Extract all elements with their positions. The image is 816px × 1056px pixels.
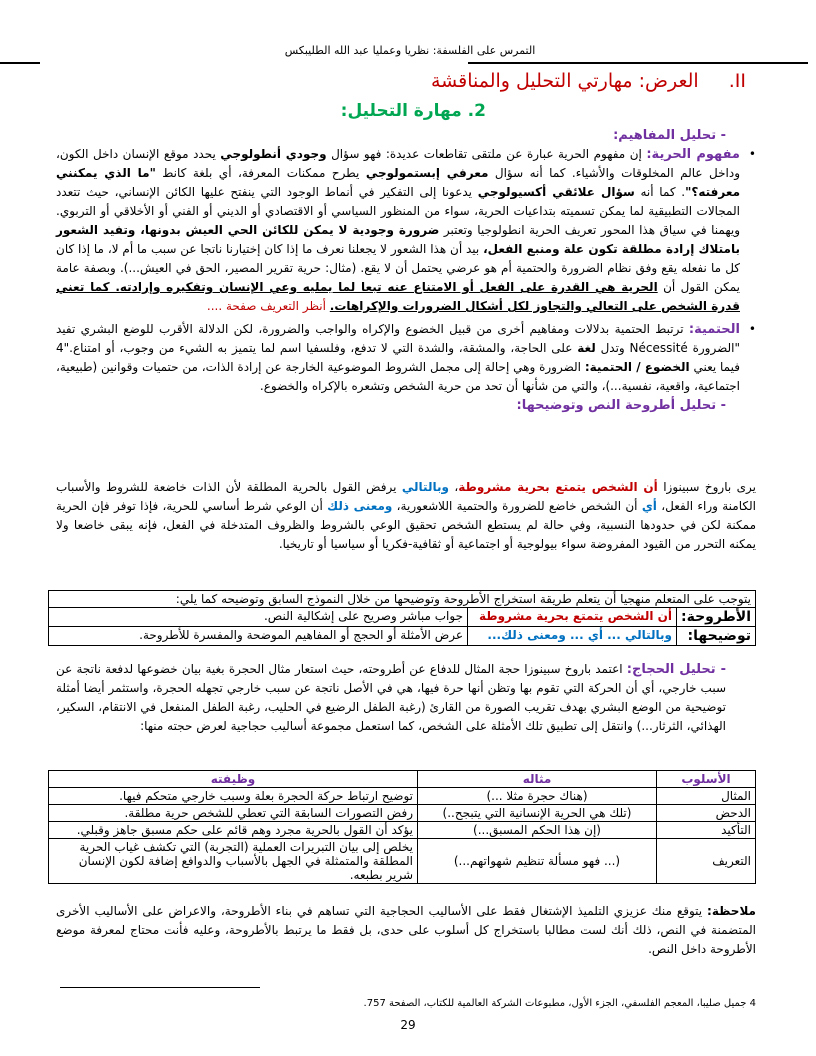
cell-function: رفض التصورات السابقة التي تعطي للشخص حرية مطلقة. (49, 805, 418, 822)
table-row (49, 788, 756, 805)
table-row (49, 805, 756, 822)
text-bold: الخضوع / الحتمية: (584, 360, 690, 374)
freedom-definition: الحرية هي القدرة على الفعل أو الامتناع عنه تبعا لما يمليه وعي الإنسان وتفكيره وإرادته. كما تعني قدرة الشخص على التعالي والتجاوز لكل أشكال الضرورات والإكراهات. (56, 280, 740, 313)
col-header: الأسلوب (657, 771, 756, 788)
page-number: 29 (400, 1018, 416, 1032)
freedom-term: مفهوم الحرية: (646, 147, 740, 162)
determinism-paragraph (56, 320, 756, 396)
text: . كما أنه (634, 185, 686, 199)
footnote-rule (60, 987, 260, 988)
text-bold: سؤال علائقي أكسيولوجي (477, 185, 635, 199)
thesis-method-table (48, 590, 756, 646)
subsection-title: 2. مهارة التحليل: (340, 101, 486, 121)
thesis-paragraph (56, 478, 756, 554)
connector-text: وبالتالي (401, 480, 449, 494)
cell-function: توضيح ارتباط حركة الحجرة بعلة وسبب خارجي متحكم فيها. (49, 788, 418, 805)
cell-style: التأكيد (657, 822, 756, 839)
argument-heading: - تحليل الحجاج: (626, 662, 726, 677)
row-example: وبالتالي ... أي ... ومعنى ذلك... (468, 627, 677, 646)
cell-style: المثال (657, 788, 756, 805)
cell-style: الدحض (657, 805, 756, 822)
table-row (49, 608, 756, 627)
table-header-row (49, 771, 756, 788)
cell-function: يخلص إلى بيان التبريرات العملية (التجربة) التي تكشف غياب الحرية المطلقة والمتمثلة في الجهل بالأسباب والدوافع إضافة لكون الإنسان شرير بطبعه. (49, 839, 418, 884)
text: بيد أن هذا الشعور لا يجعلنا نعرف ما إذا كان إختيارنا ناتجا عن سبب ما أم لا، ما إذا كان كل ما نفعله يقع وفق نظام الضرورة والحتمية أم هو عرضي يحتمل أن لا يقع. (مثال: حرية تقرير المصير، الحق في العيش...). وبصفة عامة يمكن القول أن (56, 242, 741, 294)
table-row (49, 822, 756, 839)
cell-style: التعريف (657, 839, 756, 884)
text-bold: معرفي إبستمولوجي (365, 166, 489, 180)
text: على الحاجة، والمشقة، والشدة التي لا تدفع، وفلسفيا اسم لما يتميز به الشيء من وجوب، أو امتناع."4 فيما يعني (56, 341, 740, 374)
text: يحدد موقع الإنسان داخل الكون، وداخل عالم المخلوقات والأشياء. كما أنه سؤال (56, 147, 741, 180)
cell-example: (... فهو مسألة تنظيم شهواتهم...) (418, 839, 657, 884)
argument-styles-table (48, 770, 756, 884)
text: يرفض القول بالحرية المطلقة لأن الذات خاضعة للشروط والأسباب الكامنة وراء الفعل، (56, 480, 757, 513)
cell-function: يؤكد أن القول بالحرية مجرد وهم قائم على حكم مسبق جاهز وقبلي. (49, 822, 418, 839)
argument-paragraph (56, 660, 756, 736)
section-number: II. (728, 70, 746, 92)
table-intro: يتوجب على المتعلم منهجيا أن يتعلم طريقة استخراج الأطروحة وتوضيحها من خلال النموذج السابق وتوضيحه كما يلي: (49, 591, 756, 608)
freedom-paragraph (56, 145, 756, 316)
see-page-ref: أنظر التعريف صفحة .... (206, 299, 330, 313)
row-label: توضيحها: (677, 627, 756, 646)
concepts-heading: - تحليل المفاهيم: (613, 128, 726, 143)
cell-example: (هناك حجرة مثلا ...) (418, 788, 657, 805)
row-desc: عرض الأمثلة أو الحجج أو المفاهيم الموضحة والمفسرة للأطروحة. (49, 627, 468, 646)
text: يطرح ممكنات المعرفة، أي بلغة كانط (155, 166, 366, 180)
text-bold: وجودي أنطولوجي (220, 147, 327, 161)
table-row (49, 839, 756, 884)
header-rule-left (0, 62, 40, 64)
text: إن مفهوم الحرية عبارة عن ملتقى تقاطعات عديدة: فهو سؤال (326, 147, 647, 161)
running-header: التمرس على الفلسفة: نظريا وعمليا عبد الله الطليبكس (284, 44, 536, 57)
cell-example: (إن هذا الحكم المسبق...) (418, 822, 657, 839)
col-header: وظيفته (49, 771, 418, 788)
determinism-term: الحتمية: (688, 322, 740, 337)
row-desc: جواب مباشر وصريح على إشكالية النص. (49, 608, 468, 627)
text: الضرورة وهي إحالة إلى مجمل الشروط الموضوعية الخارجة عن إرادة الذات، من حتميات وقوانين (طبيعية، اجتماعية، واقعية، نفسية...)، والتي من شأنها أن تحد من حرية الشخص وتشعره بالإكراه والخضوع. (56, 360, 740, 393)
text-bold: "ما الذي يمكنني معرفته؟" (56, 166, 741, 199)
thesis-heading: - تحليل أطروحة النص وتوضيحها: (516, 398, 726, 413)
text: ترتبط الحتمية بدلالات ومفاهيم أخرى من قبيل الخضوع والإكراه والواجب والضرورة، لكن الدلالة الأقرب للوضع البشري تفيد "الضرورة Nécessité وتدل (56, 322, 741, 355)
note-label: ملاحظة: (707, 904, 756, 918)
note-paragraph (56, 902, 756, 959)
section-title-text: العرض: مهارتي التحليل والمناقشة (431, 70, 699, 92)
note-text: يتوقع منك عزيزي التلميذ الإشتغال فقط على الأساليب الحجاجية التي تساهم في بناء الأطروحة، والاعراض على الأساليب الأخرى المتضمنة في النص، ذلك أنك لست مطالبا باستخراج كل أسلوب على حدى، بل فقط ما يرتبط بالأطروحة، وعليه فأنت محتاج لمعرفة موضع الأطروحة داخل النص. (56, 904, 756, 956)
concepts-block (56, 126, 756, 415)
text-bold: لغة (577, 341, 596, 355)
footnote: 4 جميل صليبا، المعجم الفلسفي، الجزء الأول، مطبوعات الشركة العالمية للكتاب، الصفحة 757. (363, 998, 756, 1009)
col-header: مثاله (418, 771, 657, 788)
row-label: الأطروحة: (677, 608, 756, 627)
header-rule (468, 62, 808, 64)
cell-example: (تلك هي الحرية الإنسانية التي يتبجح..) (418, 805, 657, 822)
row-example: أن الشخص يتمتع بحرية مشروطة (468, 608, 677, 627)
text: اعتمد باروخ سبينوزا حجة المثال للدفاع عن أطروحته، حيث استعار مثال الحجرة بغية بيان خضوعها لدفعة ناتجة عن سبب خارجي، أي أن الحركة التي تقوم بها وتظن أنها حرة فيها، هي في الأصل ناتجة عن سبب خارجي تجهله الحجرة، واستثمر أيضا أمثلة توضيحية من الوضع البشري بهدف تقريب الصورة من القارئ (رغبة الطفل الرضيع في الحليب، رغبة الطفل المنفعل في الانتقام، السكير، الهذائي، الثرثار...) وانتقل إلى تطبيق تلك الأمثلة على الشخص، كما استعمل مجموعة أساليب حجاجية لعرض حجته منها: (56, 662, 726, 733)
text: يدعونا إلى التفكير في أنماط الوجود التي ينفتح عليها الكائن الإنساني، حيث تتعدد المجالات التطبيقية لما يمكن تسميته بتداعيات الحرية، سواء من المنظور السياسي أو الاقتصادي أو الديني أو الفني أو الأخلاقي أو التربوي. ويهمنا في سياق هذا المحور تعريف الحرية انطولوجيا وتعتبر (56, 185, 740, 237)
thesis-statement: أن الشخص يتمتع بحرية مشروطة (458, 480, 658, 494)
table-row (49, 627, 756, 646)
text: ، (448, 480, 459, 494)
section-title (431, 70, 746, 92)
text-bold: ضرورة وجودية لا يمكن للكائن الحي العيش بدونها، وتفيد الشعور بامتلاك إرادة مطلقة تكون علة ومنبع الفعل، (56, 223, 740, 256)
connector-text: أي (641, 499, 657, 513)
text: أن الشخص خاضع للضرورة والحتمية اللاشعورية، (392, 499, 642, 513)
connector-text: ومعنى ذلك (327, 499, 393, 513)
text: يرى باروخ سبينوزا (657, 480, 756, 494)
text: أن الوعي شرط أساسي للحرية، فإذا توفر فإن الحرية ممكنة لكن في حدودها النسبية، وفي حالة لم يستطع الشخص تحقيق الوعي بالشروط والظروف المتدخلة في الفعل، فإنه يبقى خاضعا ولا يمكنه التحرر من القيود المفروضة سواء بيولوجية أو اجتماعية أو ثقافية-فكريا أو سياسيا أو تاريخيا. (56, 499, 756, 551)
